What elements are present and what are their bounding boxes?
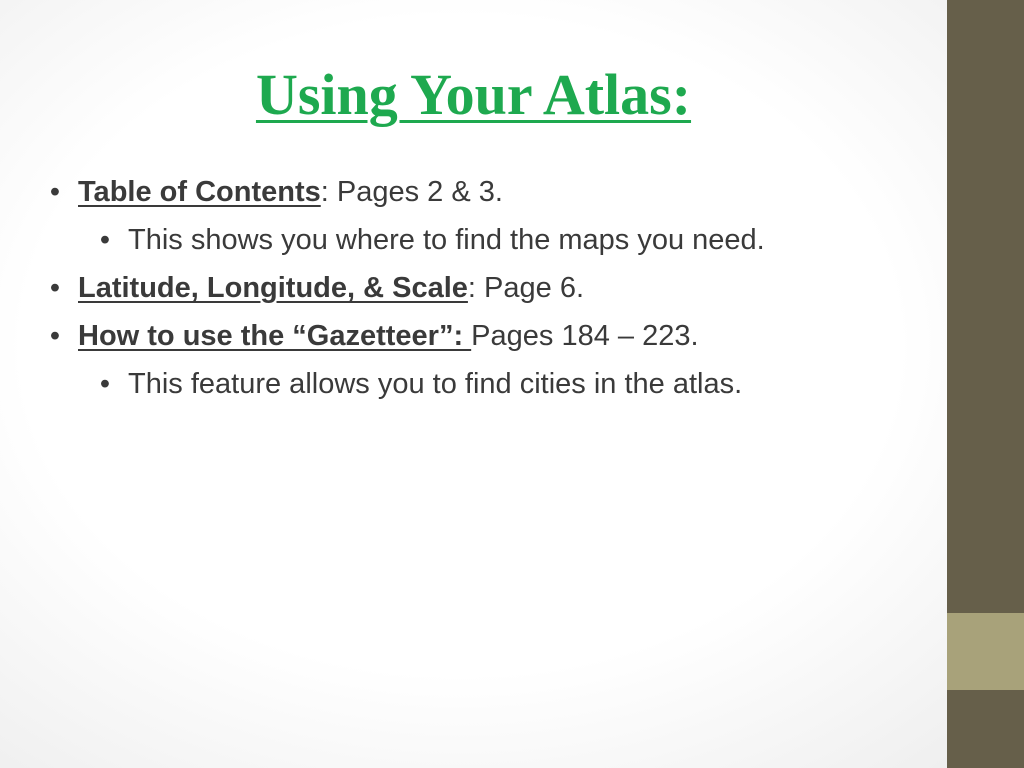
bullet-term: Table of Contents (78, 176, 321, 208)
side-decoration-accent (947, 613, 1024, 690)
slide-title: Using Your Atlas: (255, 62, 692, 127)
bullet-icon: • (99, 368, 111, 400)
sub-bullet-item-cities (94, 360, 838, 408)
slide-body (44, 168, 924, 408)
bullet-text: : Page 6. (467, 272, 585, 304)
bullet-icon: • (49, 320, 61, 352)
bullet-item-gazetteer (44, 312, 924, 360)
bullet-term: How to use the “Gazetteer”: (78, 320, 472, 352)
bullet-icon: • (49, 272, 61, 304)
bullet-text: Pages 184 – 223. (471, 320, 699, 352)
sub-bullet-item-maps (94, 216, 838, 264)
sub-bullet-text: This feature allows you to find cities in the atlas. (128, 368, 743, 400)
bullet-term: Latitude, Longitude, & Scale (78, 272, 468, 304)
bullet-item-table-of-contents (44, 168, 924, 216)
bullet-text: : Pages 2 & 3. (320, 176, 503, 208)
bullet-item-latitude-longitude-scale (44, 264, 924, 312)
bullet-icon: • (99, 224, 111, 256)
bullet-icon: • (49, 176, 61, 208)
sub-bullet-text: This shows you where to find the maps you need. (128, 224, 765, 256)
